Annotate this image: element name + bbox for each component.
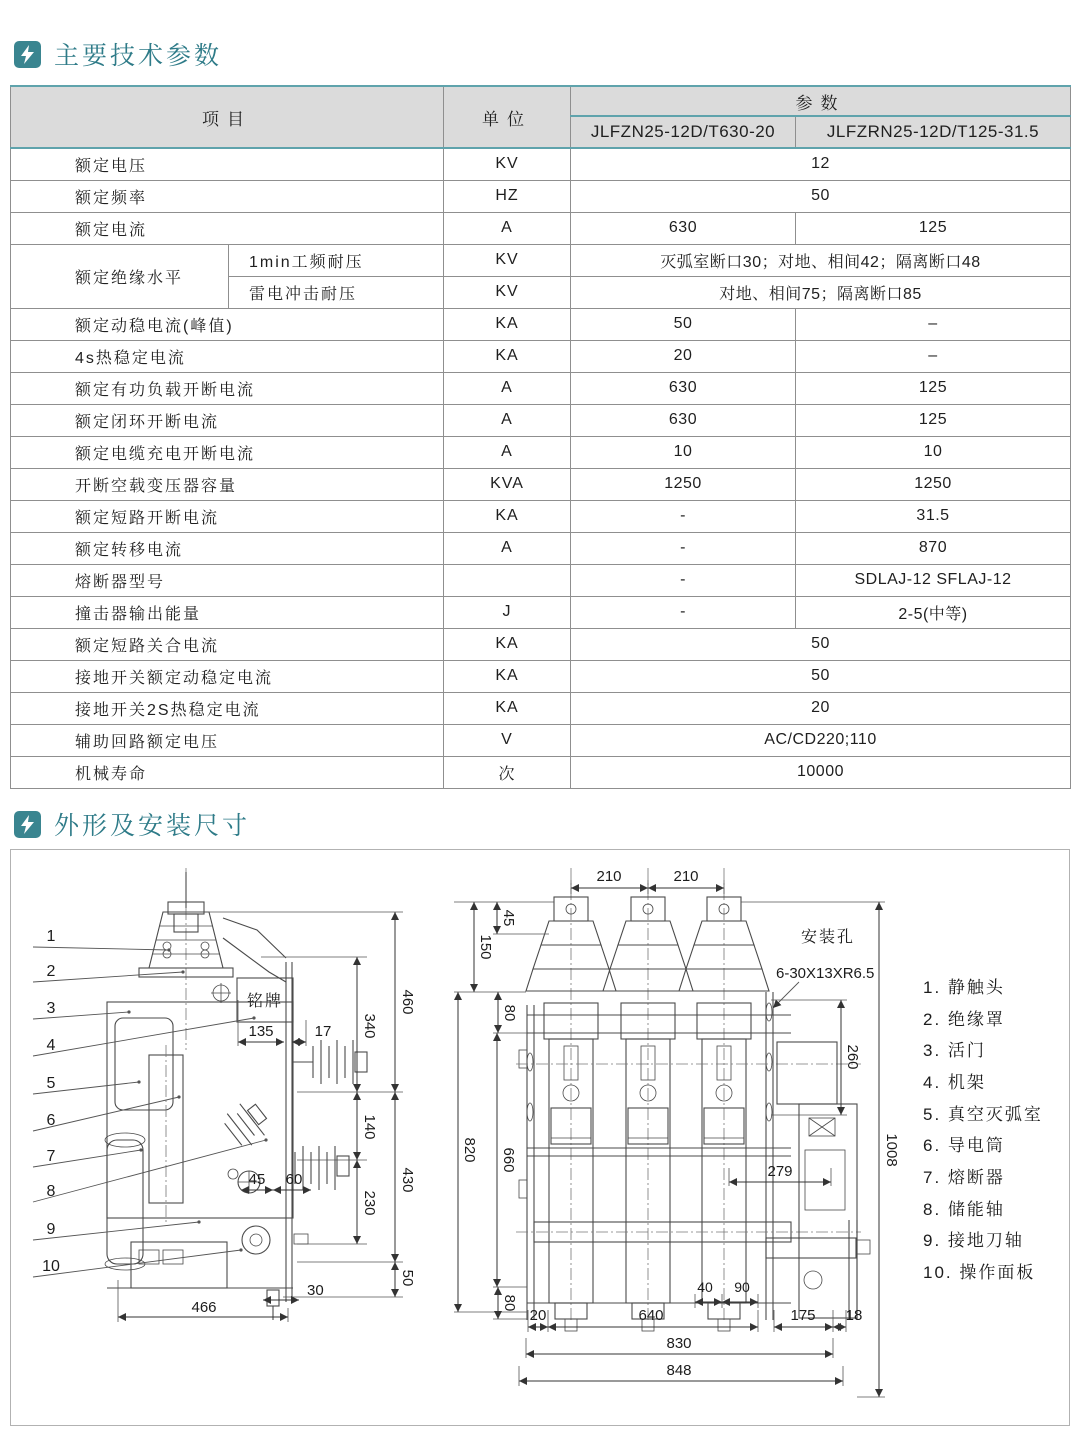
table-row	[11, 628, 1071, 660]
cell-unit: KV	[444, 244, 571, 276]
cell-unit: HZ	[444, 180, 571, 212]
dim-label: 80	[501, 1294, 518, 1312]
table-row	[11, 244, 1071, 276]
dim-label: 830	[666, 1335, 692, 1352]
dim-label: 640	[638, 1307, 664, 1324]
table-row	[11, 404, 1071, 436]
dim-label: 45	[248, 1171, 266, 1188]
callout-number: 5	[46, 1075, 56, 1092]
cell-value: 870	[796, 532, 1071, 564]
cell-value: –	[796, 340, 1071, 372]
cell-unit: A	[444, 532, 571, 564]
cell-unit: KA	[444, 660, 571, 692]
cell-item: 额定有功负载开断电流	[11, 372, 444, 404]
table-row	[11, 308, 1071, 340]
table-row	[11, 180, 1071, 212]
cell-item: 4s热稳定电流	[11, 340, 444, 372]
cell-value: 对地、相间75；隔离断口85	[571, 276, 1071, 308]
dim-label: 848	[666, 1362, 692, 1379]
cell-value: AC/CD220;110	[571, 724, 1071, 756]
lightning-icon	[14, 41, 41, 68]
dim-label: 460	[399, 989, 416, 1015]
cell-value: 2-5(中等)	[796, 596, 1071, 628]
cell-value: 10000	[571, 756, 1071, 788]
front-view-drawing	[454, 868, 900, 1397]
callout-number: 4	[46, 1037, 56, 1054]
section2-title: 外形及安装尺寸	[54, 813, 251, 840]
spec-table	[10, 85, 1071, 789]
cell-unit: KA	[444, 340, 571, 372]
dim-label: 210	[596, 868, 622, 885]
dim-label: 80	[501, 1004, 518, 1022]
callout-number: 10	[42, 1258, 60, 1275]
side-view-drawing	[33, 868, 416, 1322]
col-header-unit: 单位	[444, 86, 571, 148]
cell-value: -	[571, 564, 796, 596]
col-header-model2: JLFZRN25-12D/T125-31.5	[796, 116, 1071, 148]
cell-value: 灭弧室断口30；对地、相间42；隔离断口48	[571, 244, 1071, 276]
table-row	[11, 500, 1071, 532]
cell-unit: A	[444, 372, 571, 404]
dim-label: 18	[845, 1307, 863, 1324]
table-row	[11, 148, 1071, 180]
cell-item: 额定电缆充电开断电流	[11, 436, 444, 468]
cell-item: 接地开关2S热稳定电流	[11, 692, 444, 724]
dim-label: 466	[191, 1299, 217, 1316]
cell-value: 1250	[796, 468, 1071, 500]
legend-item: 4. 机架	[923, 1073, 986, 1092]
cell-value: -	[571, 596, 796, 628]
outline-drawing	[11, 850, 1069, 1425]
cell-value: 125	[796, 404, 1071, 436]
cell-value: 50	[571, 308, 796, 340]
cell-unit: V	[444, 724, 571, 756]
cell-value: 10	[571, 436, 796, 468]
section1-header	[14, 36, 222, 72]
callout-number: 1	[46, 928, 56, 945]
table-row	[11, 564, 1071, 596]
legend-item: 8. 储能轴	[923, 1200, 1005, 1219]
cell-item: 撞击器输出能量	[11, 596, 444, 628]
dim-label: 260	[844, 1044, 861, 1070]
cell-unit: J	[444, 596, 571, 628]
col-header-model1: JLFZN25-12D/T630-20	[571, 116, 796, 148]
cell-value: 12	[571, 148, 1071, 180]
table-row	[11, 532, 1071, 564]
legend-item: 9. 接地刀轴	[923, 1231, 1024, 1250]
section2-header	[14, 806, 250, 842]
callout-number: 6	[46, 1112, 56, 1129]
cell-unit: KA	[444, 692, 571, 724]
dim-label: 45	[500, 909, 517, 927]
cell-unit: KVA	[444, 468, 571, 500]
cell-unit: A	[444, 436, 571, 468]
cell-item: 开断空载变压器容量	[11, 468, 444, 500]
table-row	[11, 692, 1071, 724]
callout-number: 3	[46, 1000, 56, 1017]
table-row	[11, 436, 1071, 468]
table-row	[11, 340, 1071, 372]
callout-number: 8	[46, 1183, 56, 1200]
cell-value: 1250	[571, 468, 796, 500]
callout-number: 2	[46, 963, 56, 980]
callout-leaders	[33, 947, 268, 1277]
cell-unit: KA	[444, 628, 571, 660]
cell-unit: KA	[444, 500, 571, 532]
cell-value: 20	[571, 340, 796, 372]
cell-item: 辅助回路额定电压	[11, 724, 444, 756]
cell-value: 125	[796, 212, 1071, 244]
cell-subitem: 1min工频耐压	[229, 244, 444, 276]
cell-item: 机械寿命	[11, 756, 444, 788]
legend-item: 5. 真空灭弧室	[923, 1105, 1043, 1124]
col-header-item: 项目	[11, 86, 444, 148]
dim-label: 430	[399, 1167, 416, 1193]
callout-number: 7	[46, 1148, 56, 1165]
cell-item: 额定短路关合电流	[11, 628, 444, 660]
dim-label: 135	[248, 1023, 274, 1040]
dim-label: 230	[361, 1190, 378, 1216]
dim-label: 660	[500, 1147, 517, 1173]
cell-unit: KA	[444, 308, 571, 340]
cell-item: 额定电流	[11, 212, 444, 244]
dim-label: 140	[361, 1114, 378, 1140]
cell-item: 额定闭环开断电流	[11, 404, 444, 436]
cell-item: 额定频率	[11, 180, 444, 212]
front-view-dimensions	[454, 868, 900, 1397]
cell-item: 额定短路开断电流	[11, 500, 444, 532]
cell-item: 额定动稳电流(峰值)	[11, 308, 444, 340]
table-row	[11, 372, 1071, 404]
cell-unit: KV	[444, 276, 571, 308]
dim-label: 340	[361, 1013, 378, 1039]
dim-label: 175	[790, 1307, 816, 1324]
cell-value: SDLAJ-12 SFLAJ-12	[796, 564, 1071, 596]
dim-label: 1008	[883, 1133, 900, 1167]
dim-label: 279	[767, 1163, 793, 1180]
dim-label: 150	[477, 934, 494, 960]
cell-value: 50	[571, 660, 1071, 692]
dim-label: 40	[697, 1279, 713, 1295]
dim-label: 17	[314, 1023, 332, 1040]
cell-item: 额定电压	[11, 148, 444, 180]
cell-value: -	[571, 532, 796, 564]
cell-unit: KV	[444, 148, 571, 180]
table-row	[11, 468, 1071, 500]
cell-value: 31.5	[796, 500, 1071, 532]
callout-number: 9	[46, 1221, 56, 1238]
dim-label: 30	[307, 1282, 324, 1299]
mount-hole-spec: 6-30X13XR6.5	[776, 965, 875, 982]
cell-item: 熔断器型号	[11, 564, 444, 596]
nameplate-label: 铭牌	[246, 993, 284, 1010]
table-row	[11, 756, 1071, 788]
dim-label: 820	[461, 1137, 478, 1163]
cell-value: 630	[571, 372, 796, 404]
legend-item: 3. 活门	[923, 1041, 986, 1060]
table-row	[11, 596, 1071, 628]
cell-subitem: 雷电冲击耐压	[229, 276, 444, 308]
cell-value: 20	[571, 692, 1071, 724]
cell-value: 50	[571, 180, 1071, 212]
cell-unit: 次	[444, 756, 571, 788]
legend-item: 6. 导电筒	[923, 1136, 1005, 1155]
cell-value: 10	[796, 436, 1071, 468]
cell-value: 125	[796, 372, 1071, 404]
legend-item: 10. 操作面板	[923, 1263, 1036, 1282]
table-row	[11, 724, 1071, 756]
legend-item: 7. 熔断器	[923, 1168, 1005, 1187]
col-header-param: 参数	[571, 86, 1071, 116]
cell-unit: A	[444, 212, 571, 244]
mount-hole-label: 安装孔	[801, 929, 856, 946]
table-row	[11, 212, 1071, 244]
cell-value: 630	[571, 404, 796, 436]
cell-unit: A	[444, 404, 571, 436]
dim-label: 90	[734, 1279, 750, 1295]
dim-label: 60	[285, 1171, 303, 1188]
cell-unit	[444, 564, 571, 596]
parts-legend	[923, 978, 1043, 1282]
cell-group: 额定绝缘水平	[11, 244, 229, 308]
cell-value: –	[796, 308, 1071, 340]
dim-label: 50	[399, 1269, 416, 1287]
cell-item: 额定转移电流	[11, 532, 444, 564]
cell-value: 50	[571, 628, 1071, 660]
cell-value: 630	[571, 212, 796, 244]
cell-item: 接地开关额定动稳定电流	[11, 660, 444, 692]
section1-title: 主要技术参数	[54, 43, 223, 70]
legend-item: 2. 绝缘罩	[923, 1010, 1005, 1029]
lightning-icon	[14, 811, 41, 838]
cell-value: -	[571, 500, 796, 532]
table-row	[11, 660, 1071, 692]
dim-label: 210	[673, 868, 699, 885]
outline-drawing-panel	[10, 849, 1070, 1426]
dim-label: 20	[529, 1307, 547, 1324]
legend-item: 1. 静触头	[923, 978, 1005, 997]
